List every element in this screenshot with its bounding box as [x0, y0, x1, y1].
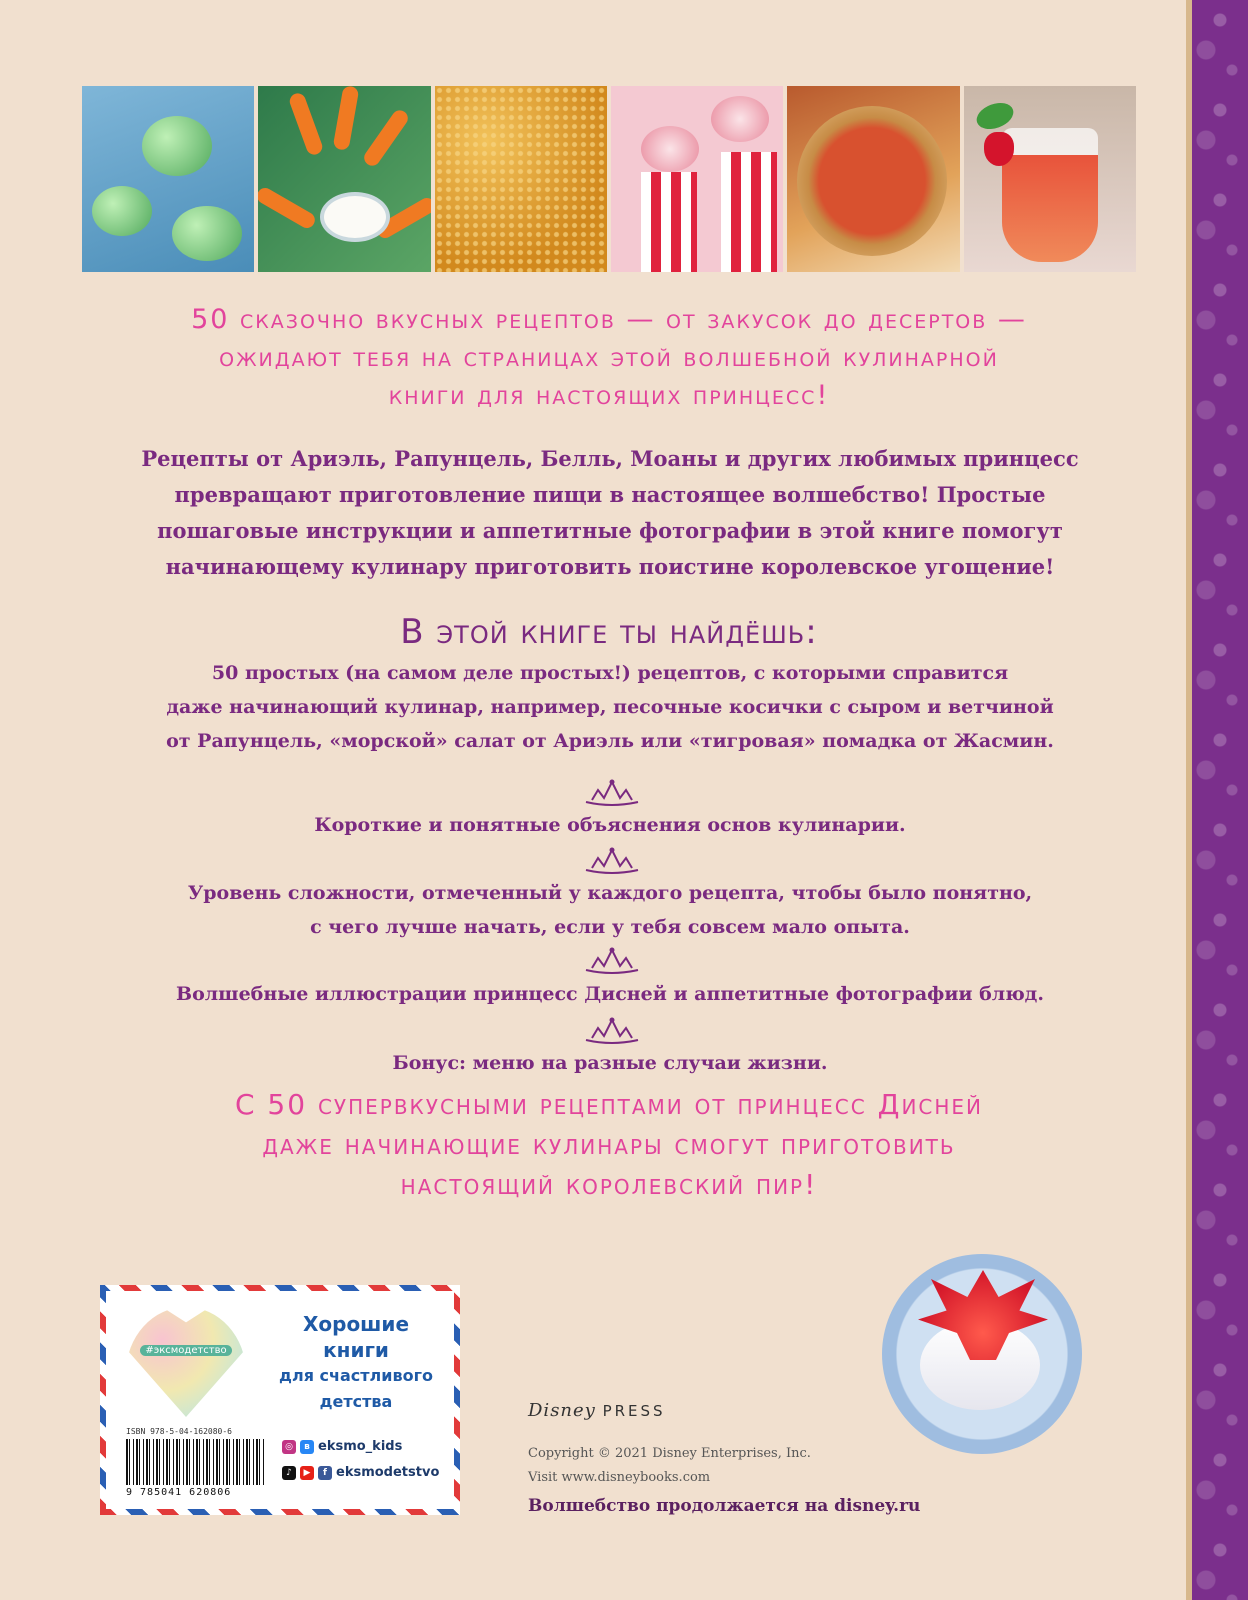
photo-drink — [964, 86, 1136, 272]
heart-illustration — [126, 1307, 246, 1417]
feature-item — [110, 1046, 1110, 1080]
instagram-icon: ◎ — [282, 1440, 296, 1454]
social-row-1 — [282, 1439, 402, 1454]
tagline-line: книги для настоящих принцесс! — [388, 380, 830, 411]
copyright-text: Copyright © 2021 Disney Enterprises, Inc. — [528, 1446, 811, 1461]
magic-continues-text: Волшебство продолжается на disney.ru — [528, 1496, 921, 1516]
photo-mac-cheese — [435, 86, 607, 272]
photo-pizza — [787, 86, 959, 272]
badge-title-line: книги — [323, 1338, 389, 1362]
tiara-icon — [582, 846, 642, 876]
intro-line: превращают приготовление пищи в настоящее волшебство! Простые — [174, 482, 1046, 507]
tagline-line: 50 сказочно вкусных рецептов — от закусок до десертов — — [191, 304, 1027, 335]
feature-item — [110, 808, 1110, 842]
feature-line: от Рапунцель, «морской» салат от Ариэль или «тигровая» помадка от Жасмин. — [166, 730, 1054, 752]
badge-title — [266, 1311, 446, 1415]
isbn-text: ISBN 978-5-04-162080-6 — [126, 1427, 232, 1436]
vk-icon: в — [300, 1440, 314, 1454]
tagline-line: ожидают тебя на страницах этой волшебной кулинарной — [219, 342, 999, 373]
tiara-icon — [582, 946, 642, 976]
youtube-icon: ▶ — [300, 1466, 314, 1480]
tagline-bottom — [82, 1085, 1136, 1205]
intro-line: начинающему кулинару приготовить поистине королевское угощение! — [165, 554, 1055, 579]
intro-line: Рецепты от Ариэль, Рапунцель, Белль, Моаны и других любимых принцесс — [141, 446, 1079, 471]
photo-strip — [82, 86, 1136, 272]
disney-press-logo — [528, 1400, 666, 1421]
feature-line: Бонус: меню на разные случаи жизни. — [392, 1052, 828, 1074]
badge-title-line: Хорошие — [302, 1312, 410, 1336]
feature-item — [110, 656, 1110, 758]
tagline-line: настоящий королевский пир! — [400, 1168, 818, 1201]
feature-item — [110, 876, 1110, 944]
social-handle: eksmo_kids — [318, 1439, 403, 1454]
disney-brand: Disney — [528, 1400, 596, 1421]
facebook-icon: f — [318, 1466, 332, 1480]
feature-line: даже начинающий кулинар, например, песочные косички с сыром и ветчиной — [166, 696, 1054, 718]
photo-carrots-dip — [258, 86, 430, 272]
badge-title-line: для счастливого — [279, 1366, 433, 1385]
tiktok-icon: ♪ — [282, 1466, 296, 1480]
photo-popcorn — [611, 86, 783, 272]
hashtag-label: #эксмодетство — [140, 1345, 232, 1356]
intro-paragraph — [110, 441, 1110, 585]
feature-line: с чего лучше начать, если у тебя совсем мало опыта. — [310, 916, 910, 938]
social-row-2 — [282, 1465, 439, 1480]
intro-line: пошаговые инструкции и аппетитные фотографии в этой книге помогут — [157, 518, 1063, 543]
tiara-icon — [582, 1016, 642, 1046]
visit-text: Visit www.disneybooks.com — [528, 1470, 711, 1485]
tiara-icon — [582, 778, 642, 808]
press-label: PRESS — [602, 1402, 666, 1420]
feature-item — [110, 977, 1110, 1011]
tagline-line: С 50 супервкусными рецептами от принцесс Дисней — [234, 1088, 984, 1121]
social-handle: eksmodetstvo — [336, 1465, 440, 1480]
photo-turtle-cupcakes — [82, 86, 254, 272]
feature-line: Волшебные иллюстрации принцесс Дисней и аппетитные фотографии блюд. — [176, 983, 1044, 1005]
barcode-number: 9 785041 620806 — [126, 1487, 232, 1498]
side-ornament-band — [1192, 0, 1248, 1600]
tagline-top — [82, 301, 1136, 415]
good-books-badge — [100, 1285, 460, 1515]
feature-line: Уровень сложности, отмеченный у каждого рецепта, чтобы было понятно, — [187, 882, 1033, 904]
tagline-line: даже начинающие кулинары смогут приготовить — [262, 1128, 956, 1161]
badge-title-line: детства — [319, 1392, 393, 1411]
feature-line: 50 простых (на самом деле простых!) рецептов, с которыми справится — [211, 662, 1009, 684]
barcode — [126, 1439, 266, 1485]
feature-line: Короткие и понятные объяснения основ кулинарии. — [314, 814, 906, 836]
features-heading: В этой книге ты найдёшь: — [400, 612, 818, 652]
